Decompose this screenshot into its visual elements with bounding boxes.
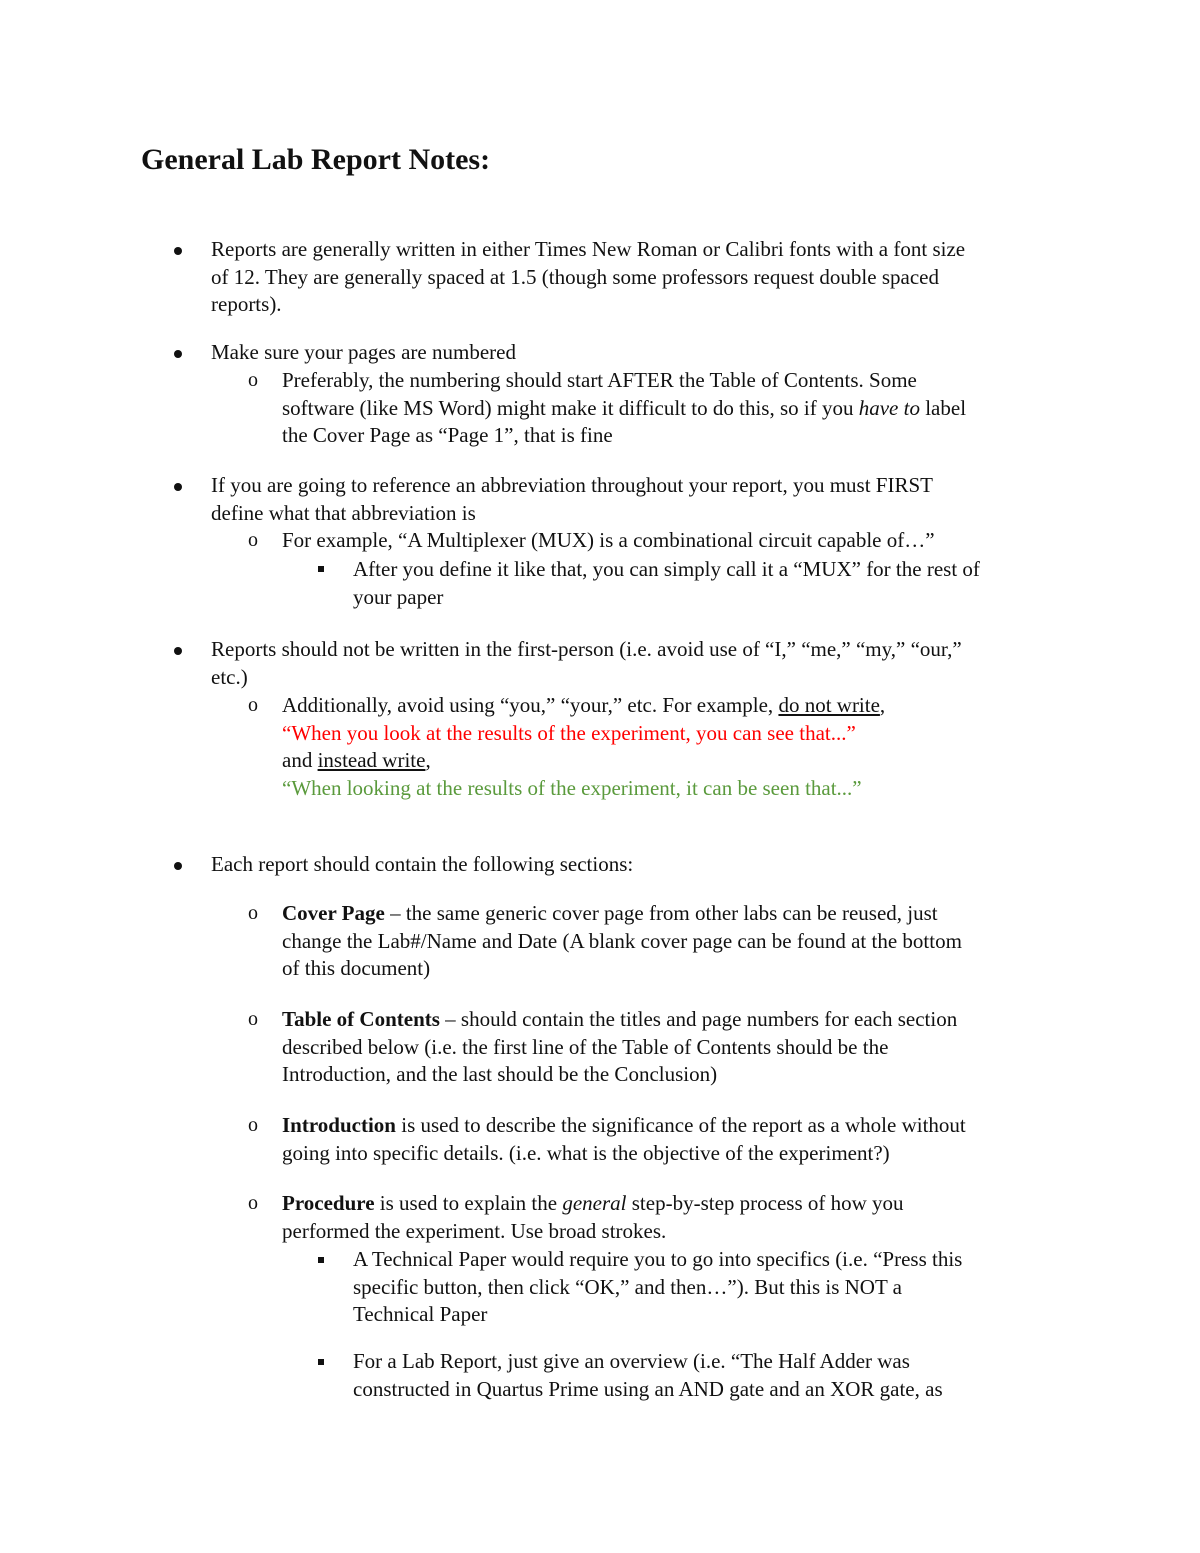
bullet-sections-text: Each report should contain the following sections: (211, 852, 634, 876)
section-name: Table of Contents (282, 1007, 440, 1031)
lab-line-2: constructed in Quartus Prime using an AND gate and an XOR gate, as (353, 1376, 943, 1401)
sub-bullet-marker: o (248, 1192, 258, 1214)
sub-bullet-example (282, 527, 935, 555)
underlined-text: do not write (778, 693, 880, 717)
sub-text: Additionally, avoid using “you,” “your,” etc. For example, (282, 693, 779, 717)
sub-bullet-numbering-line-1: Preferably, the numbering should start AFTER the Table of Contents. Some (282, 368, 917, 392)
bullet-marker (174, 862, 182, 870)
sub-text: is used to describe the significance of the report as a whole without (395, 1113, 966, 1137)
bullet-abbreviation-line-1: If you are going to reference an abbreviation throughout your report, you must FIRST (211, 473, 933, 497)
sub-text: – the same generic cover page from other labs can be reused, just (384, 901, 938, 925)
sub-bullet-marker: o (248, 369, 258, 391)
bad-example-text: “When you look at the results of the experiment, you can see that...” (282, 720, 856, 745)
toc-line-2: described below (i.e. the first line of the Table of Contents should be the (282, 1034, 889, 1059)
bullet-abbreviation (211, 472, 933, 527)
toc-line-1 (282, 1006, 957, 1034)
sub-text: is used to explain the (374, 1191, 563, 1215)
cover-line-3: of this document) (282, 956, 431, 981)
bullet-marker (174, 350, 182, 358)
sub-sub-bullet-lab-report (353, 1348, 943, 1403)
section-name: Cover Page (282, 901, 385, 925)
sub-bullet-numbering (282, 367, 966, 450)
instead-line (282, 747, 885, 775)
bullet-sections (211, 851, 633, 879)
sub-text: – should contain the titles and page numbers for each section (439, 1007, 958, 1031)
sub-sub-bullet-marker (318, 1257, 324, 1263)
bullet-abbreviation-line-2: define what that abbreviation is (211, 500, 476, 525)
bullet-marker (174, 483, 182, 491)
bullet-fonts-line-1: Reports are generally written in either Times New Roman or Calibri fonts with a font size (211, 237, 966, 261)
sub-sub-bullet-mux-line-1: After you define it like that, you can simply call it a “MUX” for the rest of (353, 557, 980, 581)
good-example-text: “When looking at the results of the experiment, it can be seen that...” (282, 775, 862, 800)
section-name: Procedure (282, 1191, 375, 1215)
sub-bullet-marker: o (248, 1114, 258, 1136)
sub-sub-bullet-mux-line-2: your paper (353, 584, 444, 609)
bullet-numbering-text: Make sure your pages are numbered (211, 340, 516, 364)
cover-line-1 (282, 900, 962, 928)
sub-bullet-marker: o (248, 694, 258, 716)
underlined-text: instead write (317, 748, 426, 773)
sub-text: , (425, 748, 431, 773)
page-title: General Lab Report Notes: (141, 143, 491, 176)
sub-text: label (919, 395, 967, 420)
section-name: Introduction (282, 1113, 396, 1137)
section-table-of-contents (282, 1006, 957, 1089)
bullet-fonts-line-3: reports). (211, 292, 282, 317)
sub-bullet-example-text: For example, “A Multiplexer (MUX) is a combinational circuit capable of…” (282, 528, 935, 552)
sub-bullet-marker: o (248, 1008, 258, 1030)
section-introduction (282, 1112, 966, 1167)
sub-text: and (282, 748, 318, 773)
bullet-first-person (211, 636, 962, 691)
bullet-marker (174, 247, 182, 255)
tech-line-3: Technical Paper (353, 1302, 488, 1327)
intro-line-2: going into specific details. (i.e. what is the objective of the experiment?) (282, 1140, 890, 1165)
tech-line-2: specific button, then click “OK,” and then…”). But this is NOT a (353, 1274, 902, 1299)
tech-line-1: A Technical Paper would require you to go into specifics (i.e. “Press this (353, 1247, 963, 1271)
bullet-fonts-line-2: of 12. They are generally spaced at 1.5 (though some professors request double spaced (211, 264, 939, 289)
sub-bullet-marker: o (248, 529, 258, 551)
sub-sub-bullet-mux (353, 556, 980, 611)
bullet-first-person-line-1: Reports should not be written in the first-person (i.e. avoid use of “I,” “me,” “my,” “our,” (211, 637, 962, 661)
section-cover-page (282, 900, 962, 983)
emphasis-text: have to (858, 395, 920, 420)
proc-line-1 (282, 1190, 904, 1218)
section-procedure (282, 1190, 904, 1245)
emphasis-text: general (562, 1191, 627, 1215)
cover-line-2: change the Lab#/Name and Date (A blank cover page can be found at the bottom (282, 928, 962, 953)
sub-text: , (879, 693, 886, 717)
toc-line-3: Introduction, and the last should be the Conclusion) (282, 1062, 718, 1087)
sub-sub-bullet-marker (318, 1359, 324, 1365)
sub-text: step-by-step process of how you (626, 1191, 904, 1215)
avoid-you-line (282, 692, 885, 720)
sub-bullet-numbering-line-3: the Cover Page as “Page 1”, that is fine (282, 423, 613, 448)
bullet-fonts (211, 236, 965, 319)
sub-bullet-avoid-you (282, 692, 885, 802)
sub-sub-bullet-technical-paper (353, 1246, 962, 1329)
sub-text: software (like MS Word) might make it difficult to do this, so if you (282, 395, 859, 420)
sub-bullet-marker: o (248, 902, 258, 924)
intro-line-1 (282, 1112, 966, 1140)
bullet-numbering (211, 339, 516, 367)
lab-line-1: For a Lab Report, just give an overview (i.e. “The Half Adder was (353, 1349, 910, 1373)
sub-sub-bullet-marker (318, 566, 324, 572)
bullet-first-person-line-2: etc.) (211, 664, 248, 689)
bullet-marker (174, 647, 182, 655)
sub-bullet-numbering-line-2 (282, 395, 966, 423)
proc-line-2: performed the experiment. Use broad strokes. (282, 1218, 667, 1243)
